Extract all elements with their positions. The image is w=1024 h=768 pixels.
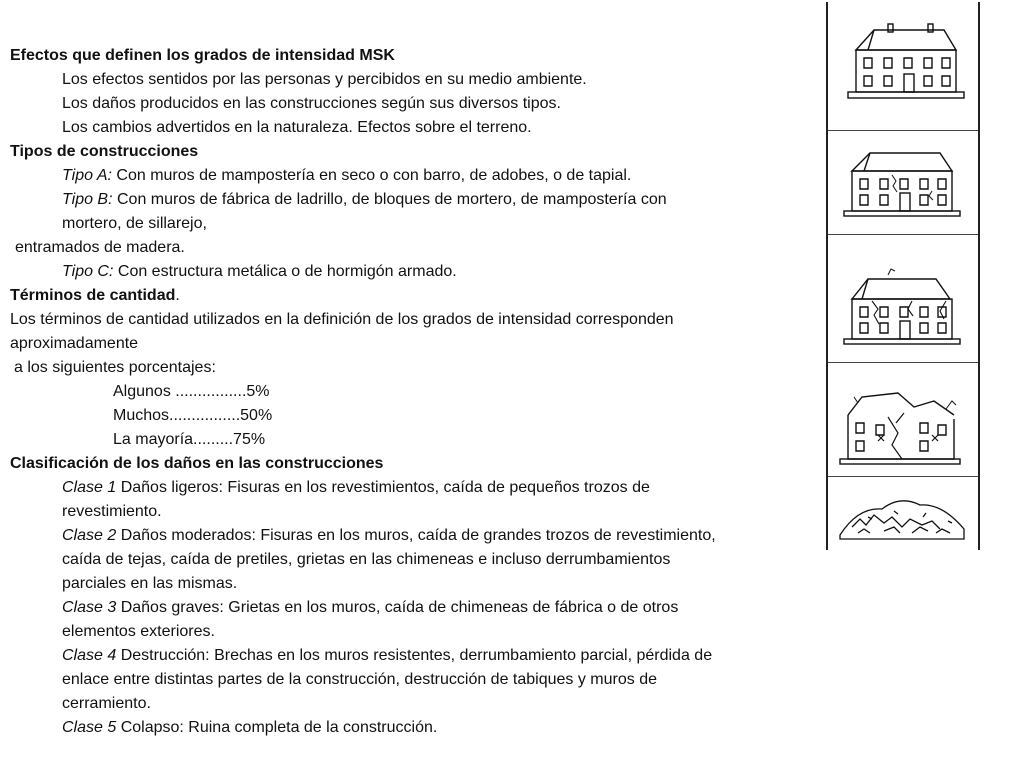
damage-class-continued: cerramiento.	[62, 695, 151, 712]
heading-quantity: Términos de cantidad	[10, 287, 176, 304]
effect-item: Los efectos sentidos por las personas y percibidos en su medio ambiente.	[62, 71, 587, 88]
type-b-continued: mortero, de sillarejo,	[62, 215, 207, 232]
quantity-intro: Los términos de cantidad utilizados en la definición de los grados de intensidad corresponden	[10, 311, 674, 328]
damage-class-continued: caída de tejas, caída de pretiles, grietas en las chimeneas e incluso derrumbamientos	[62, 551, 671, 568]
damage-class-label: Clase 3	[62, 599, 117, 616]
heading-quantity-suffix: .	[175, 287, 180, 304]
building-damage-class4-icon	[828, 362, 978, 477]
damage-class-text: Destrucción: Brechas en los muros resistentes, derrumbamiento parcial, pérdida de	[116, 647, 713, 664]
main-text	[10, 44, 810, 740]
quantity-item: Muchos................50%	[113, 407, 273, 424]
damage-class-continued: enlace entre distintas partes de la construcción, destrucción de tabiques y muros de	[62, 671, 657, 688]
damage-class-continued: elementos exteriores.	[62, 623, 215, 640]
building-intact-icon	[828, 2, 978, 130]
quantity-intro: aproximadamente	[10, 335, 139, 352]
quantity-item: Algunos ................5%	[113, 383, 270, 400]
damage-class-label: Clase 4	[62, 647, 117, 664]
type-c	[10, 260, 810, 284]
damage-class-label: Clase 2	[62, 527, 117, 544]
damage-class-label: Clase 1	[62, 479, 117, 496]
damage-class-5	[10, 716, 810, 740]
quantity-intro: a los siguientes porcentajes:	[14, 359, 216, 376]
type-b-label: Tipo B:	[62, 191, 113, 208]
damage-class-4	[10, 644, 810, 668]
building-damage-class3-icon	[828, 234, 978, 363]
heading-quantity-line	[10, 284, 810, 308]
building-damage-class2-icon	[828, 130, 978, 235]
heading-effects: Efectos que definen los grados de intensidad MSK	[10, 47, 395, 64]
type-a-label: Tipo A:	[62, 167, 112, 184]
type-a-text: Con muros de mampostería en seco o con barro, de adobes, o de tapial.	[111, 167, 632, 184]
damage-class-text: Colapso: Ruina completa de la construcción.	[116, 719, 438, 736]
damage-class-text: Daños ligeros: Fisuras en los revestimientos, caída de pequeños trozos de	[116, 479, 650, 496]
building-collapse-class5-icon	[828, 476, 978, 551]
type-a	[10, 164, 810, 188]
type-c-label: Tipo C:	[62, 263, 114, 280]
type-c-text: Con estructura metálica o de hormigón armado.	[113, 263, 457, 280]
damage-class-3	[10, 596, 810, 620]
type-b	[10, 188, 810, 212]
effect-item: Los daños producidos en las construcciones según sus diversos tipos.	[62, 95, 561, 112]
damage-class-1	[10, 476, 810, 500]
damage-illustration-column	[826, 2, 980, 550]
quantity-item: La mayoría.........75%	[113, 431, 266, 448]
damage-class-label: Clase 5	[62, 719, 117, 736]
damage-class-continued: revestimiento.	[62, 503, 162, 520]
damage-class-continued: parciales en las mismas.	[62, 575, 238, 592]
damage-class-text: Daños moderados: Fisuras en los muros, caída de grandes trozos de revestimiento,	[116, 527, 716, 544]
heading-damage: Clasificación de los daños en las construcciones	[10, 455, 384, 472]
type-b-continued: entramados de madera.	[15, 239, 185, 256]
damage-class-text: Daños graves: Grietas en los muros, caída de chimeneas de fábrica o de otros	[116, 599, 679, 616]
effect-item: Los cambios advertidos en la naturaleza. Efectos sobre el terreno.	[62, 119, 532, 136]
type-b-text: Con muros de fábrica de ladrillo, de bloques de mortero, de mampostería con	[112, 191, 667, 208]
heading-types: Tipos de construcciones	[10, 143, 199, 160]
damage-class-2	[10, 524, 810, 548]
